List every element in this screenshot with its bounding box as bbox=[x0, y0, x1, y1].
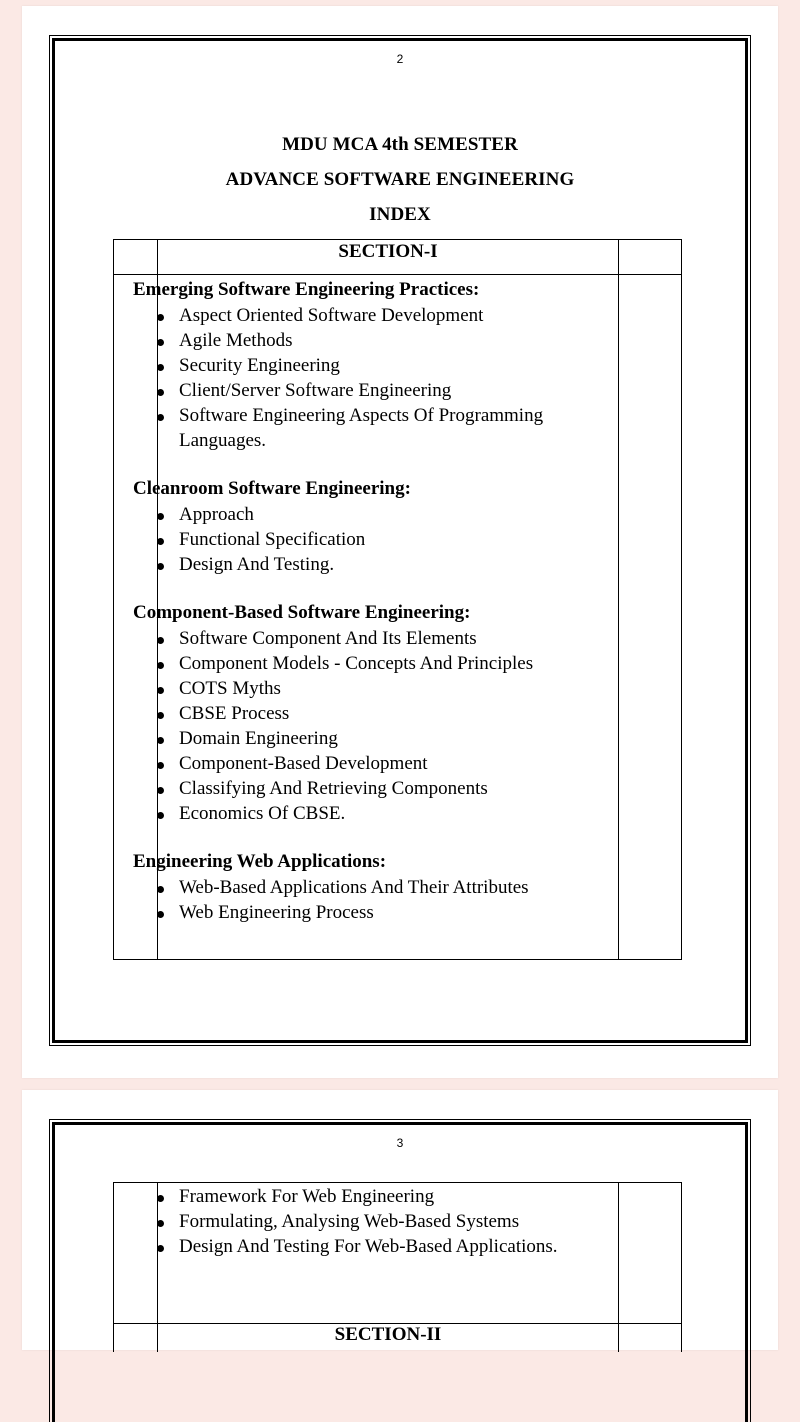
page-number: 3 bbox=[396, 1136, 404, 1150]
list-item bbox=[133, 552, 573, 577]
bullet-icon bbox=[157, 637, 164, 644]
list-item bbox=[133, 751, 573, 776]
list-item bbox=[133, 502, 573, 527]
list-item bbox=[133, 328, 573, 353]
list-item bbox=[133, 378, 573, 403]
list-item bbox=[133, 900, 573, 925]
bullet-icon bbox=[157, 886, 164, 893]
list-item-text: Security Engineering bbox=[179, 355, 340, 376]
list-item-text: Formulating, Analysing Web-Based Systems bbox=[179, 1211, 520, 1232]
list-item-text: Design And Testing For Web-Based Applications. bbox=[179, 1236, 558, 1257]
list-item-text: Client/Server Software Engineering bbox=[179, 380, 452, 401]
list-item-text: Classifying And Retrieving Components bbox=[179, 778, 488, 799]
bullet-icon bbox=[157, 1195, 164, 1202]
section-content bbox=[133, 276, 573, 947]
index-heading: INDEX bbox=[369, 204, 431, 225]
list-item-text: CBSE Process bbox=[179, 703, 290, 724]
topic-list bbox=[133, 875, 573, 925]
list-item-text: Framework For Web Engineering bbox=[179, 1186, 435, 1207]
list-item bbox=[133, 875, 573, 900]
bullet-icon bbox=[157, 538, 164, 545]
bullet-icon bbox=[157, 737, 164, 744]
list-item bbox=[133, 626, 573, 651]
course-heading: MDU MCA 4th SEMESTER bbox=[282, 134, 518, 155]
bullet-icon bbox=[157, 563, 164, 570]
page-number: 2 bbox=[396, 52, 404, 66]
bullet-icon bbox=[157, 712, 164, 719]
list-item bbox=[133, 776, 573, 801]
list-item bbox=[133, 1184, 573, 1209]
bullet-icon bbox=[157, 812, 164, 819]
list-item-text: Economics Of CBSE. bbox=[179, 803, 346, 824]
list-item-text: COTS Myths bbox=[179, 678, 281, 699]
list-item-text: Functional Specification bbox=[179, 529, 366, 550]
list-item bbox=[133, 403, 573, 453]
list-item-text: Web Engineering Process bbox=[179, 902, 374, 923]
list-item bbox=[133, 726, 573, 751]
list-item-text: Component Models - Concepts And Principles bbox=[179, 653, 534, 674]
bullet-icon bbox=[157, 1245, 164, 1252]
bullet-icon bbox=[157, 389, 164, 396]
topic-heading: Cleanroom Software Engineering: bbox=[133, 478, 411, 499]
bullet-icon bbox=[157, 339, 164, 346]
list-item-text: Component-Based Development bbox=[179, 753, 428, 774]
bullet-icon bbox=[157, 787, 164, 794]
bullet-icon bbox=[157, 762, 164, 769]
section-title: SECTION-I bbox=[338, 241, 438, 262]
list-item-text: Domain Engineering bbox=[179, 728, 338, 749]
list-item-text: Web-Based Applications And Their Attributes bbox=[179, 877, 529, 898]
topic-list bbox=[133, 1184, 573, 1259]
list-item bbox=[133, 527, 573, 552]
list-item-text: Agile Methods bbox=[179, 330, 293, 351]
list-item bbox=[133, 701, 573, 726]
bullet-icon bbox=[157, 513, 164, 520]
bullet-icon bbox=[157, 687, 164, 694]
list-item bbox=[133, 353, 573, 378]
topic-heading: Component-Based Software Engineering: bbox=[133, 602, 471, 623]
list-item bbox=[133, 1209, 573, 1234]
bullet-icon bbox=[157, 314, 164, 321]
subject-heading: ADVANCE SOFTWARE ENGINEERING bbox=[225, 169, 575, 190]
list-item-text: Design And Testing. bbox=[179, 554, 335, 575]
document-page-2 bbox=[22, 6, 778, 1078]
topic-heading: Engineering Web Applications: bbox=[133, 851, 387, 872]
topic-list bbox=[133, 502, 573, 577]
section-content bbox=[133, 1184, 573, 1281]
list-item bbox=[133, 801, 573, 826]
bullet-icon bbox=[157, 364, 164, 371]
list-item-text: Approach bbox=[179, 504, 254, 525]
section-title: SECTION-II bbox=[334, 1324, 442, 1345]
bullet-icon bbox=[157, 662, 164, 669]
bullet-icon bbox=[157, 911, 164, 918]
list-item bbox=[133, 303, 573, 328]
list-item-text: Software Component And Its Elements bbox=[179, 628, 477, 649]
list-item-text: Aspect Oriented Software Development bbox=[179, 305, 484, 326]
topic-list bbox=[133, 303, 573, 453]
list-item bbox=[133, 1234, 573, 1259]
list-item bbox=[133, 676, 573, 701]
bullet-icon bbox=[157, 1220, 164, 1227]
list-item-text: Software Engineering Aspects Of Programming Languages. bbox=[179, 405, 544, 451]
list-item bbox=[133, 651, 573, 676]
bullet-icon bbox=[157, 414, 164, 421]
topic-heading: Emerging Software Engineering Practices: bbox=[133, 279, 480, 300]
document-page-3 bbox=[22, 1090, 778, 1350]
topic-list bbox=[133, 626, 573, 826]
